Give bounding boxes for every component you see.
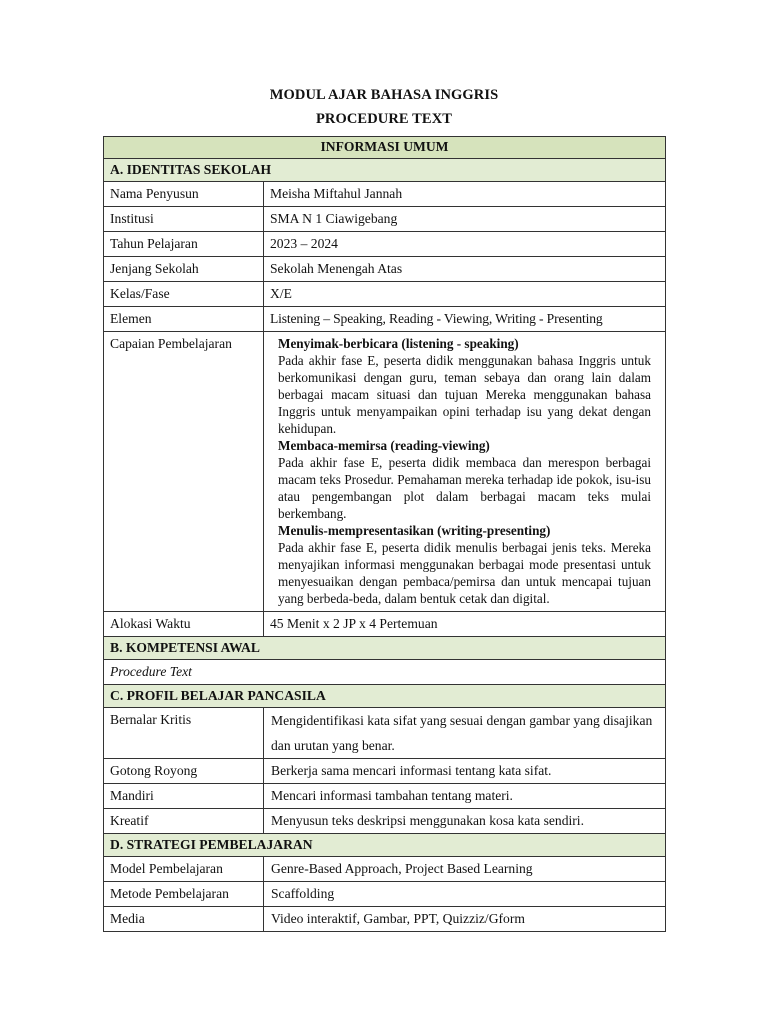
- capaian-content: [264, 332, 666, 612]
- table-row: [104, 708, 666, 759]
- row-label: Media: [104, 907, 264, 932]
- table-row-capaian: [104, 332, 666, 612]
- table-row: [104, 282, 666, 307]
- capaian-heading: Menulis-mempresentasikan (writing-presenting): [278, 523, 551, 538]
- row-value: Sekolah Menengah Atas: [264, 257, 666, 282]
- row-label: Elemen: [104, 307, 264, 332]
- table-row: [104, 207, 666, 232]
- capaian-body: Pada akhir fase E, peserta didik menggunakan bahasa Inggris untuk berkomunikasi dengan guru, teman sebaya dan orang lain dalam berbagai macam situasi dan tujuan Mereka menggunakan bahasa Inggris untuk menyampaikan opini terhadap isu yang dekat dengan kehidupan.: [278, 353, 651, 436]
- section-b-row: [104, 637, 666, 660]
- row-label: Nama Penyusun: [104, 182, 264, 207]
- table-header-row: [104, 137, 666, 159]
- table-row: [104, 612, 666, 637]
- capaian-body: Pada akhir fase E, peserta didik membaca dan merespon berbagai macam teks Prosedur. Pemahaman mereka terhadap ide pokok, isu-isu atau pengembangan plot dalam berbagai macam teks mulai berkembang.: [278, 455, 651, 521]
- capaian-body: Pada akhir fase E, peserta didik menulis berbagai jenis teks. Mereka menyajikan informasi menggunakan berbagai mode presentasi untuk menyesuaikan dengan pembaca/pemirsa dan untuk mencapai tujuan yang berbeda-beda, dalam bentuk cetak dan digital.: [278, 540, 651, 606]
- row-value: Mencari informasi tambahan tentang materi.: [264, 784, 666, 809]
- row-label: Institusi: [104, 207, 264, 232]
- row-value: X/E: [264, 282, 666, 307]
- row-value: Berkerja sama mencari informasi tentang kata sifat.: [264, 759, 666, 784]
- row-value: Menyusun teks deskripsi menggunakan kosa kata sendiri.: [264, 809, 666, 834]
- table-row: [104, 307, 666, 332]
- row-value: Listening – Speaking, Reading - Viewing, Writing - Presenting: [264, 307, 666, 332]
- table-row: [104, 257, 666, 282]
- capaian-heading: Menyimak-berbicara (listening - speaking): [278, 336, 519, 351]
- document-subtitle: PROCEDURE TEXT: [315, 111, 453, 127]
- row-label: Model Pembelajaran: [104, 857, 264, 882]
- row-label: Capaian Pembelajaran: [104, 332, 264, 612]
- table-row: [104, 809, 666, 834]
- section-a-row: [104, 159, 666, 182]
- row-label: Bernalar Kritis: [104, 708, 264, 759]
- row-value: SMA N 1 Ciawigebang: [264, 207, 666, 232]
- row-value: Scaffolding: [264, 882, 666, 907]
- row-value: 45 Menit x 2 JP x 4 Pertemuan: [264, 612, 666, 637]
- row-value: Mengidentifikasi kata sifat yang sesuai dengan gambar yang disajikan dan urutan yang benar.: [264, 708, 666, 759]
- section-a-title: A. IDENTITAS SEKOLAH: [104, 159, 666, 182]
- table-row: [104, 660, 666, 685]
- module-info-table: [103, 136, 666, 932]
- table-row: [104, 182, 666, 207]
- kompetensi-awal-value: Procedure Text: [104, 660, 666, 685]
- section-d-row: [104, 834, 666, 857]
- table-row: [104, 907, 666, 932]
- table-row: [104, 857, 666, 882]
- row-value: Meisha Miftahul Jannah: [264, 182, 666, 207]
- row-label: Alokasi Waktu: [104, 612, 264, 637]
- document-title: MODUL AJAR BAHASA INGGRIS: [269, 87, 499, 103]
- section-c-row: [104, 685, 666, 708]
- row-label: Tahun Pelajaran: [104, 232, 264, 257]
- row-label: Metode Pembelajaran: [104, 882, 264, 907]
- table-row: [104, 759, 666, 784]
- row-label: Gotong Royong: [104, 759, 264, 784]
- row-value: 2023 – 2024: [264, 232, 666, 257]
- row-value: Video interaktif, Gambar, PPT, Quizziz/Gform: [264, 907, 666, 932]
- section-c-title: C. PROFIL BELAJAR PANCASILA: [104, 685, 666, 708]
- section-b-title: B. KOMPETENSI AWAL: [104, 637, 666, 660]
- row-value: Genre-Based Approach, Project Based Learning: [264, 857, 666, 882]
- table-row: [104, 882, 666, 907]
- section-d-title: D. STRATEGI PEMBELAJARAN: [104, 834, 666, 857]
- table-row: [104, 784, 666, 809]
- row-label: Mandiri: [104, 784, 264, 809]
- row-label: Jenjang Sekolah: [104, 257, 264, 282]
- capaian-block-listening: [278, 335, 651, 437]
- table-header: INFORMASI UMUM: [104, 137, 666, 159]
- row-label: Kelas/Fase: [104, 282, 264, 307]
- row-label: Kreatif: [104, 809, 264, 834]
- capaian-block-reading: [278, 437, 651, 522]
- table-row: [104, 232, 666, 257]
- capaian-heading: Membaca-memirsa (reading-viewing): [278, 438, 490, 453]
- capaian-block-writing: [278, 522, 651, 607]
